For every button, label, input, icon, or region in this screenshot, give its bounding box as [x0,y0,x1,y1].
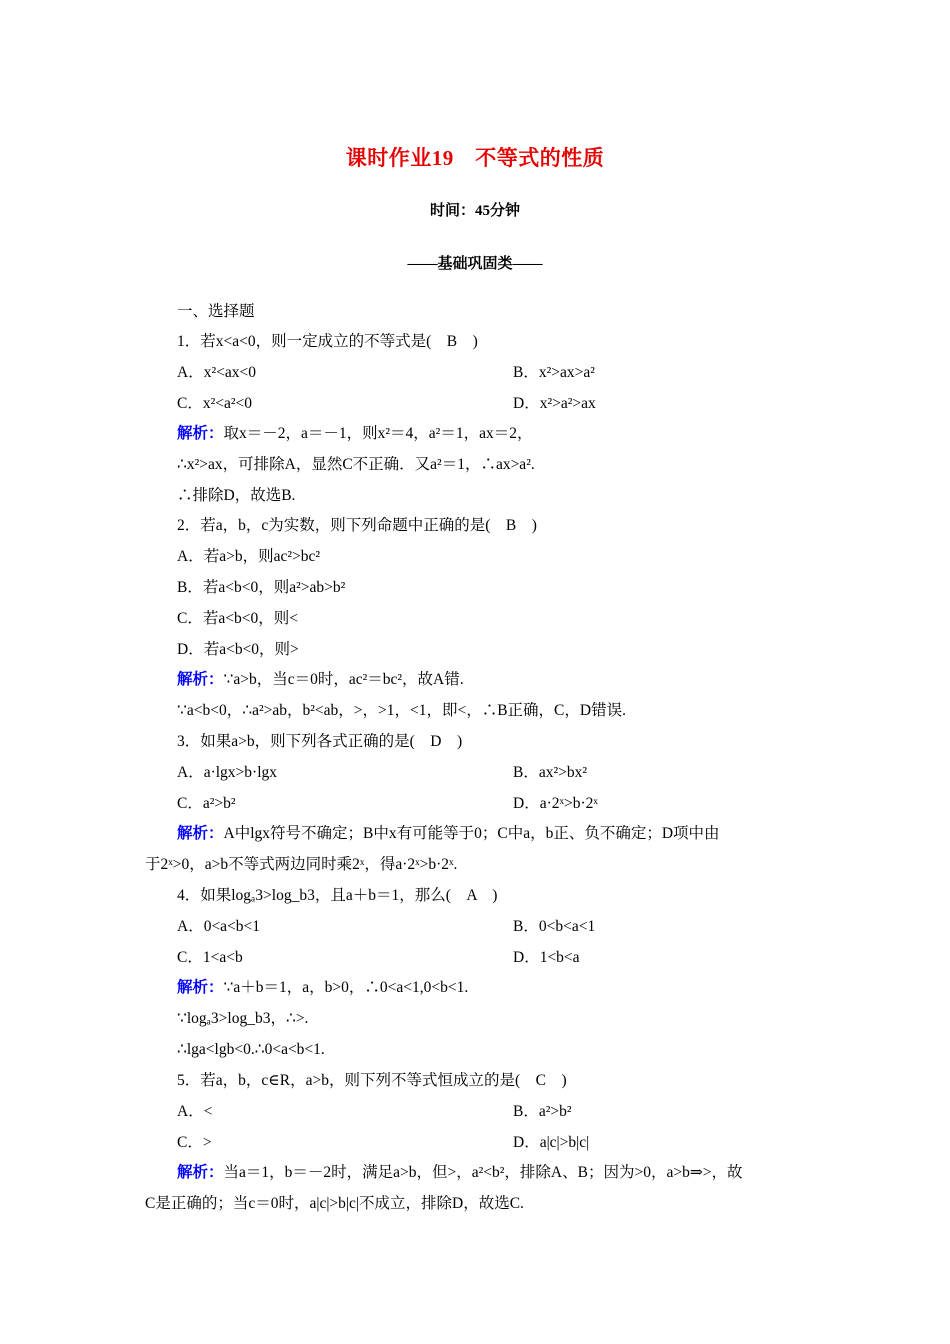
q2-option-c: C．若a<b<0，则< [177,610,298,627]
q1-option-d: D．x²>a²>ax [513,395,596,412]
analysis-text: 取x＝－2，a＝－1，则x²＝4，a²＝1，ax＝2， [223,425,533,442]
q1-analysis-1 [177,424,817,444]
analysis-label: 解析： [177,979,224,996]
q2-option-d: D．若a<b<0，则> [177,641,299,658]
q5-option-d: D．a|c|>b|c| [513,1134,590,1151]
q5-option-b: B．a²>b² [513,1103,572,1120]
q3-option-c: C．a²>b² [177,795,236,812]
analysis-label: 解析： [177,425,224,442]
time-limit: 时间：45分钟 [429,203,520,219]
q4-option-c: C．1<a<b [177,949,243,966]
q1-option-a: A．x²<ax<0 [177,364,256,381]
page-title: 课时作业19 不等式的性质 [345,146,605,170]
q3-option-a: A．a·lgx>b·lgx [177,764,278,781]
q5-option-a: A．< [177,1103,213,1120]
q2-analysis-1 [177,670,817,690]
q5-stem: 5．若a，b，c∈R，a>b，则下列不等式恒成立的是( C ) [177,1072,567,1089]
analysis-label: 解析： [177,1164,224,1181]
q4-stem: 4．如果logₐ3>log_b3，且a＋b＝1，那么( A ) [177,887,498,904]
q3-option-d: D．a·2ˣ>b·2ˣ [513,795,598,812]
analysis-text: A中lgx符号不确定；B中x有可能等于0；C中a，b正、负不确定；D项中由 [223,825,720,842]
q1-stem: 1．若x<a<0，则一定成立的不等式是( B ) [177,333,478,350]
section-heading: ——基础巩固类—— [407,256,543,272]
analysis-text: ∵a＋b＝1，a，b>0，∴0<a<1,0<b<1. [223,979,469,996]
q1-option-b: B．x²>ax>a² [513,364,595,381]
q1-analysis-2: ∴x²>ax，可排除A，显然C不正确．又a²＝1，∴ax>a². [177,456,535,473]
q2-option-b: B．若a<b<0，则a²>ab>b² [177,579,346,596]
q5-option-c: C．> [177,1134,212,1151]
q4-option-d: D．1<b<a [513,949,580,966]
analysis-label: 解析： [177,825,224,842]
q2-stem: 2．若a，b，c为实数，则下列命题中正确的是( B ) [177,517,537,534]
q1-option-c: C．x²<a²<0 [177,395,252,412]
q4-analysis-3: ∴lga<lgb<0.∴0<a<b<1. [177,1041,325,1058]
q3-stem: 3．如果a>b，则下列各式正确的是( D ) [177,733,463,750]
q5-analysis-2: C是正确的；当c＝0时，a|c|>b|c|不成立，排除D，故选C. [145,1195,524,1212]
analysis-text: 当a＝1，b＝－2时，满足a>b，但>，a²<b²，排除A、B；因为>0，a>b⇒>，故 [223,1164,743,1181]
analysis-label: 解析： [177,671,224,688]
q2-analysis-2: ∵a<b<0，∴a²>ab，b²<ab，>，>1，<1，即<，∴B正确，C，D错误. [177,702,626,719]
q3-analysis-1 [177,824,817,844]
q4-option-a: A．0<a<b<1 [177,918,261,935]
q5-analysis-1 [177,1163,817,1183]
q4-option-b: B．0<b<a<1 [513,918,596,935]
q2-option-a: A．若a>b，则ac²>bc² [177,548,320,565]
q1-analysis-3: ∴排除D，故选B. [177,487,296,504]
part-heading: 一、选择题 [177,303,255,320]
q3-option-b: B．ax²>bx² [513,764,588,781]
q4-analysis-2: ∵logₐ3>log_b3，∴>. [177,1010,309,1027]
analysis-text: ∵a>b，当c＝0时，ac²＝bc²，故A错. [223,671,464,688]
q3-analysis-2: 于2ˣ>0，a>b不等式两边同时乘2ˣ，得a·2ˣ>b·2ˣ. [145,856,458,873]
q4-analysis-1 [177,978,817,998]
